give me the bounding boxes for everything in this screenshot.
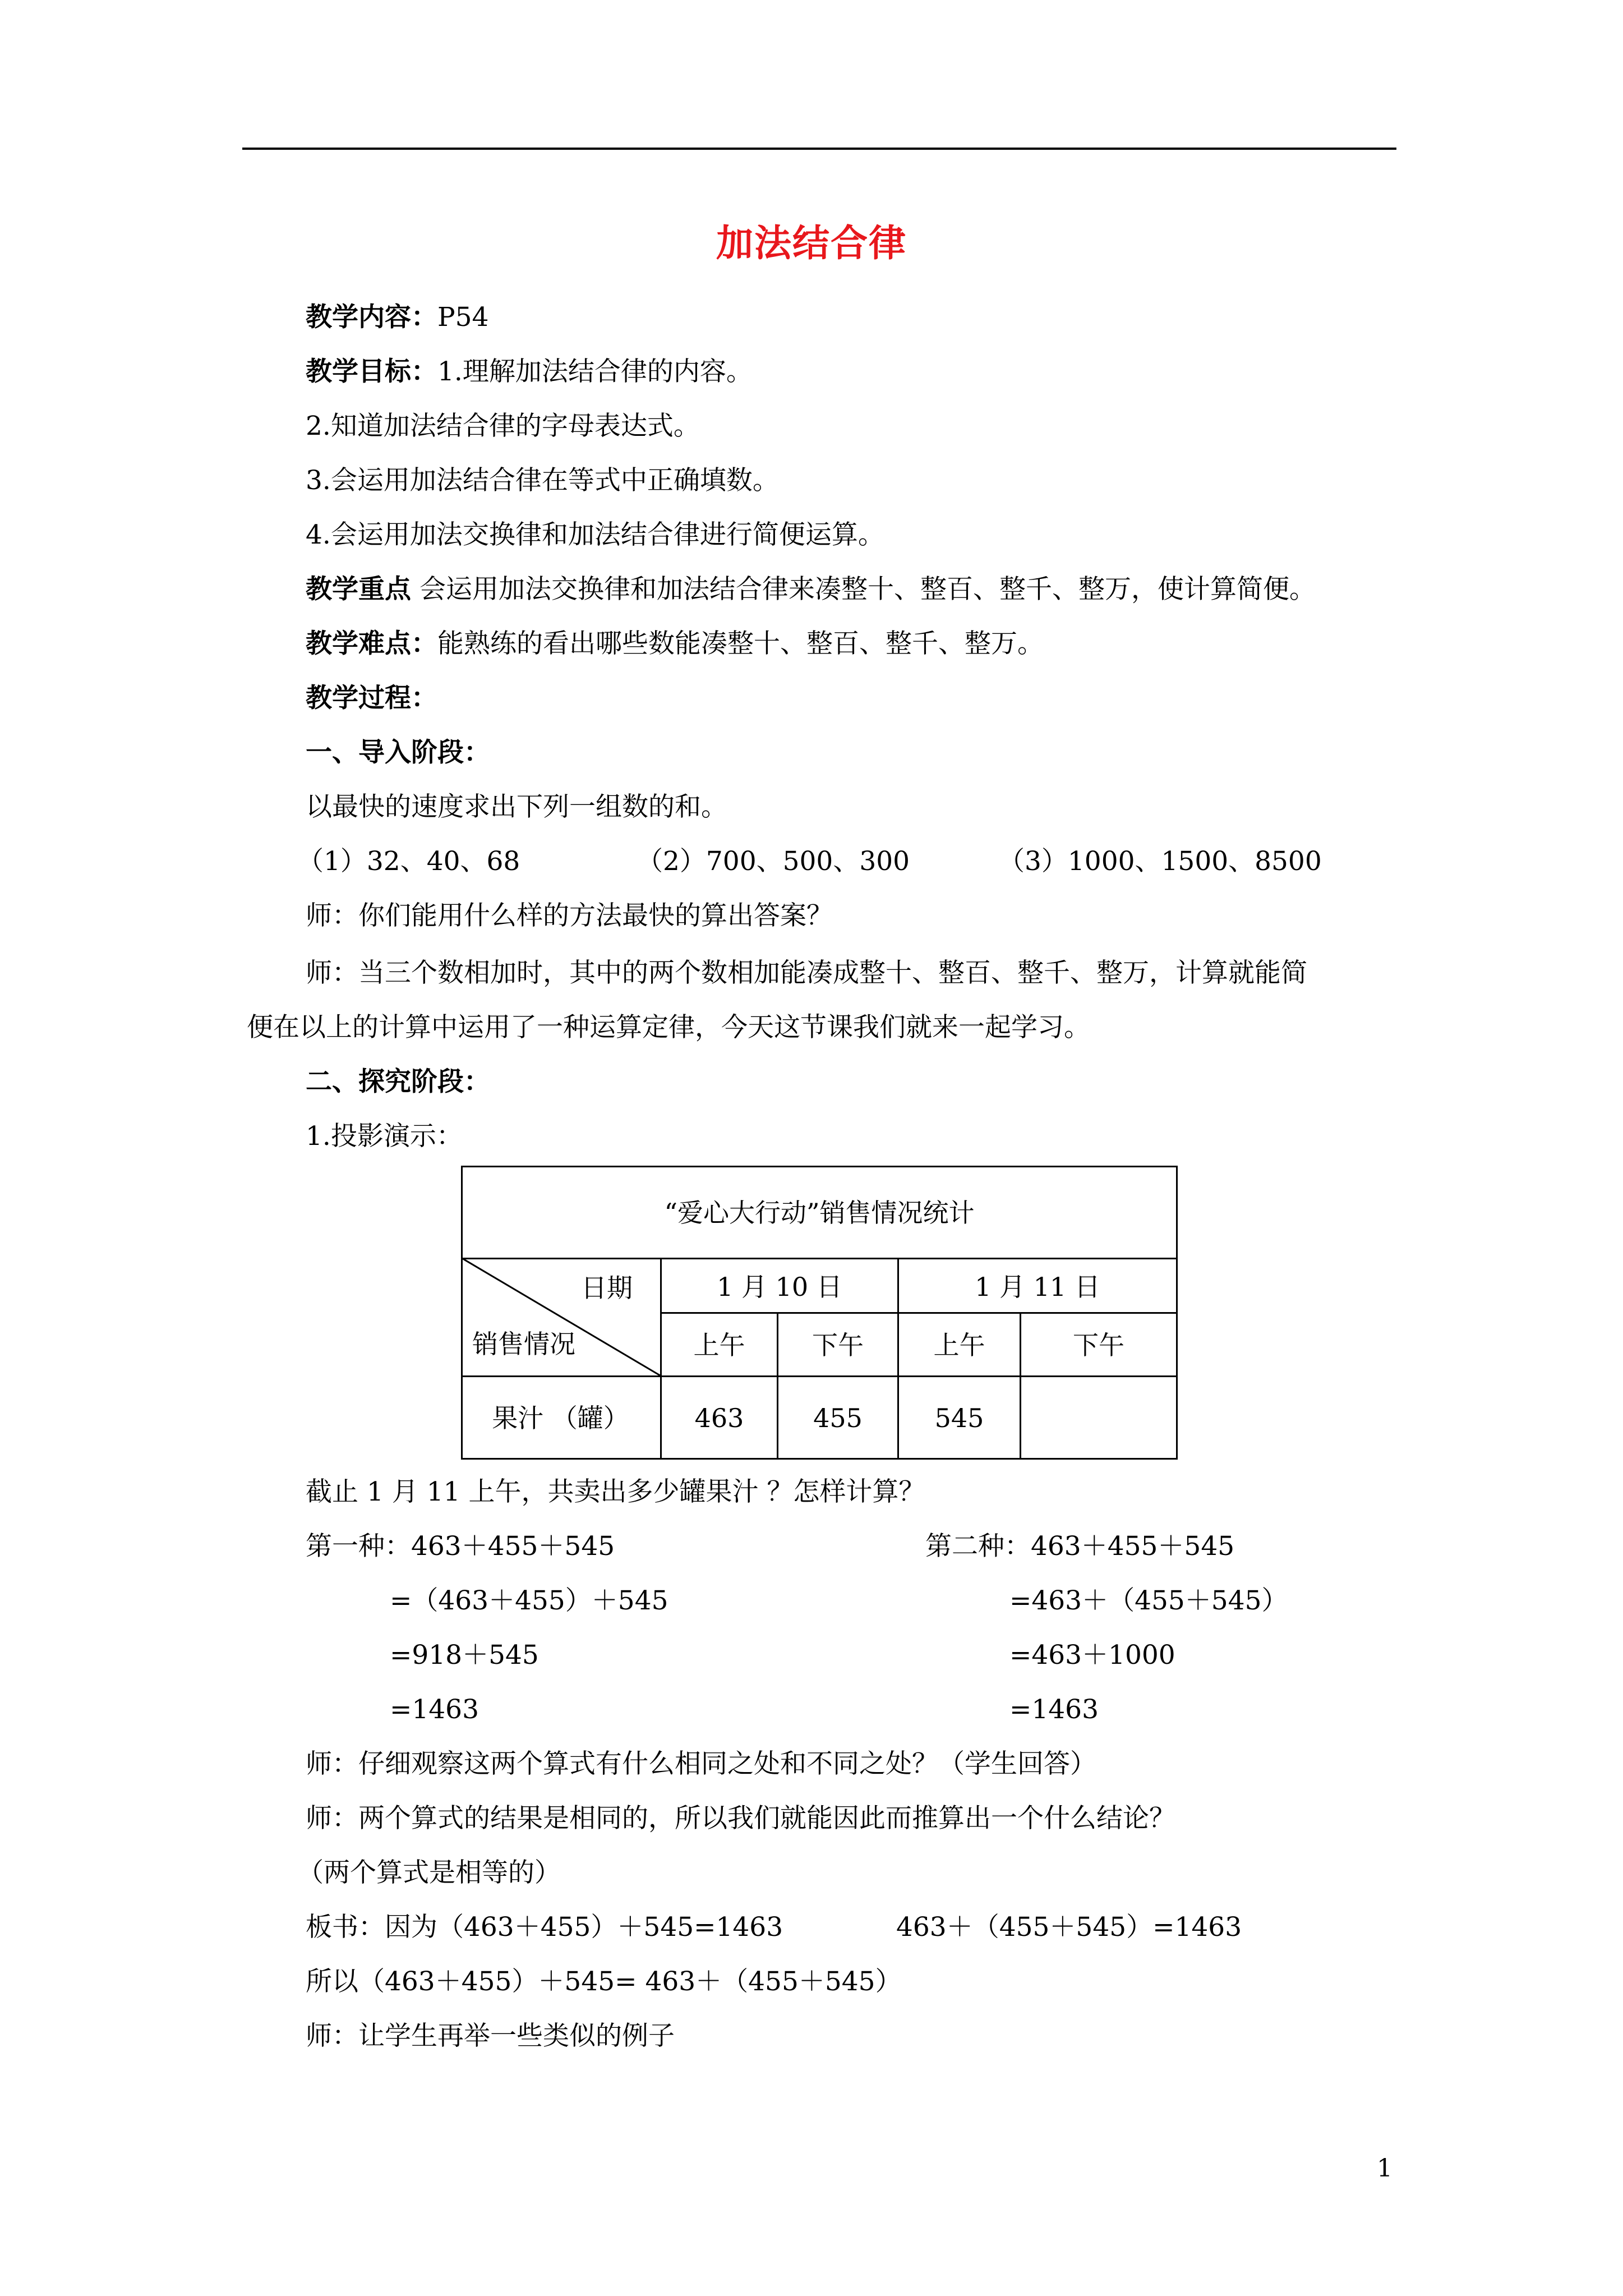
intro-question-1: （1）32、40、68 [297,846,520,877]
document-title: 加法结合律 [716,222,907,265]
teacher-statement-line-1: 师：当三个数相加时，其中的两个数相加能凑成整十、整百、整千、整万，计算就能简 [306,958,1307,988]
teacher-question-4: 师：让学生再举一些类似的例子 [306,2021,675,2051]
teacher-question-2: 师：仔细观察这两个算式有什么相同之处和不同之处？（学生回答） [306,1749,1096,1779]
intro-question-2: （2）700、500、300 [637,846,910,877]
goal-1: 1.理解加法结合律的内容。 [437,356,753,387]
board-note-2: 所以（463＋455）＋545= 463＋（455＋545） [306,1966,902,1997]
page-number: 1 [1377,2154,1393,2183]
method-1-line-4: =1463 [390,1694,479,1725]
key-point-line [306,573,1316,606]
content-label: 教学内容： [306,302,437,333]
method-2-line-1: 第二种：463＋455＋545 [925,1531,1235,1562]
table-pm-1: 下午 [812,1330,864,1360]
table-pm-2: 下午 [1073,1330,1124,1360]
intro-question-3: （3）1000、1500、8500 [998,846,1322,877]
key-point-label: 教学重点 [306,574,411,605]
table-date-2: 1 月 11 日 [975,1272,1100,1302]
difficulty-line [306,627,1044,661]
table-border-bottom [461,1458,1178,1460]
section-2-heading: 二、探究阶段： [306,1066,490,1097]
table-border-top [461,1166,1178,1167]
key-point-value: 会运用加法交换律和加法结合律来凑整十、整百、整千、整万，使计算简便。 [419,574,1316,605]
content-value: P54 [437,302,489,333]
sales-table [461,1166,1178,1460]
content-line [306,301,488,334]
table-value-2: 455 [813,1403,863,1433]
table-rule-dates [660,1312,1178,1314]
table-row-label: 果汁 （罐） [492,1403,629,1433]
header-rule [242,148,1396,150]
table-value-1: 463 [694,1403,744,1433]
method-2-line-3: =463＋1000 [1009,1640,1175,1671]
table-value-3: 545 [934,1403,984,1433]
table-date-1: 1 月 10 日 [717,1272,842,1302]
process-label: 教学过程： [306,683,437,714]
teacher-question-3: 师：两个算式的结果是相同的，所以我们就能因此而推算出一个什么结论？ [306,1803,1175,1834]
goal-3: 3.会运用加法结合律在等式中正确填数。 [306,465,779,496]
method-1-line-1: 第一种：463＋455＋545 [306,1531,615,1562]
difficulty-label: 教学难点： [306,628,437,659]
method-1-line-3: =918＋545 [390,1640,539,1671]
teacher-statement-line-2: 便在以上的计算中运用了一种运算定律，今天这节课我们就来一起学习。 [247,1012,1090,1043]
section-1-heading: 一、导入阶段： [306,737,490,768]
goal-label: 教学目标： [306,356,437,387]
table-corner-top: 日期 [581,1273,633,1303]
method-1-line-2: =（463＋455）＋545 [390,1585,668,1616]
teacher-question-1: 师：你们能用什么样的方法最快的算出答案？ [306,900,833,931]
board-note-1a: 板书：因为（463＋455）＋545=1463 [306,1912,783,1943]
difficulty-value: 能熟练的看出哪些数能凑整十、整百、整千、整万。 [437,628,1044,659]
method-2-line-2: =463＋（455＋545） [1009,1585,1288,1616]
intro-prompt: 以最快的速度求出下列一组数的和。 [306,792,727,822]
goal-4: 4.会运用加法交换律和加法结合律进行简便运算。 [306,519,884,550]
table-am-2: 上午 [933,1330,985,1360]
question-line: 截止 1 月 11 上午，共卖出多少罐果汁 ？怎样计算？ [306,1476,925,1507]
demo-label: 1.投影演示： [306,1121,463,1152]
goal-line [306,355,753,389]
answer-question-3: （两个算式是相等的） [297,1857,561,1888]
goal-2: 2.知道加法结合律的字母表达式。 [306,411,700,441]
table-am-1: 上午 [693,1330,745,1360]
board-note-1b: 463＋（455＋545）=1463 [896,1912,1242,1943]
method-2-line-4: =1463 [1009,1694,1099,1725]
table-caption: “爱心大行动”销售情况统计 [664,1198,975,1228]
table-corner-bottom: 销售情况 [472,1329,575,1359]
